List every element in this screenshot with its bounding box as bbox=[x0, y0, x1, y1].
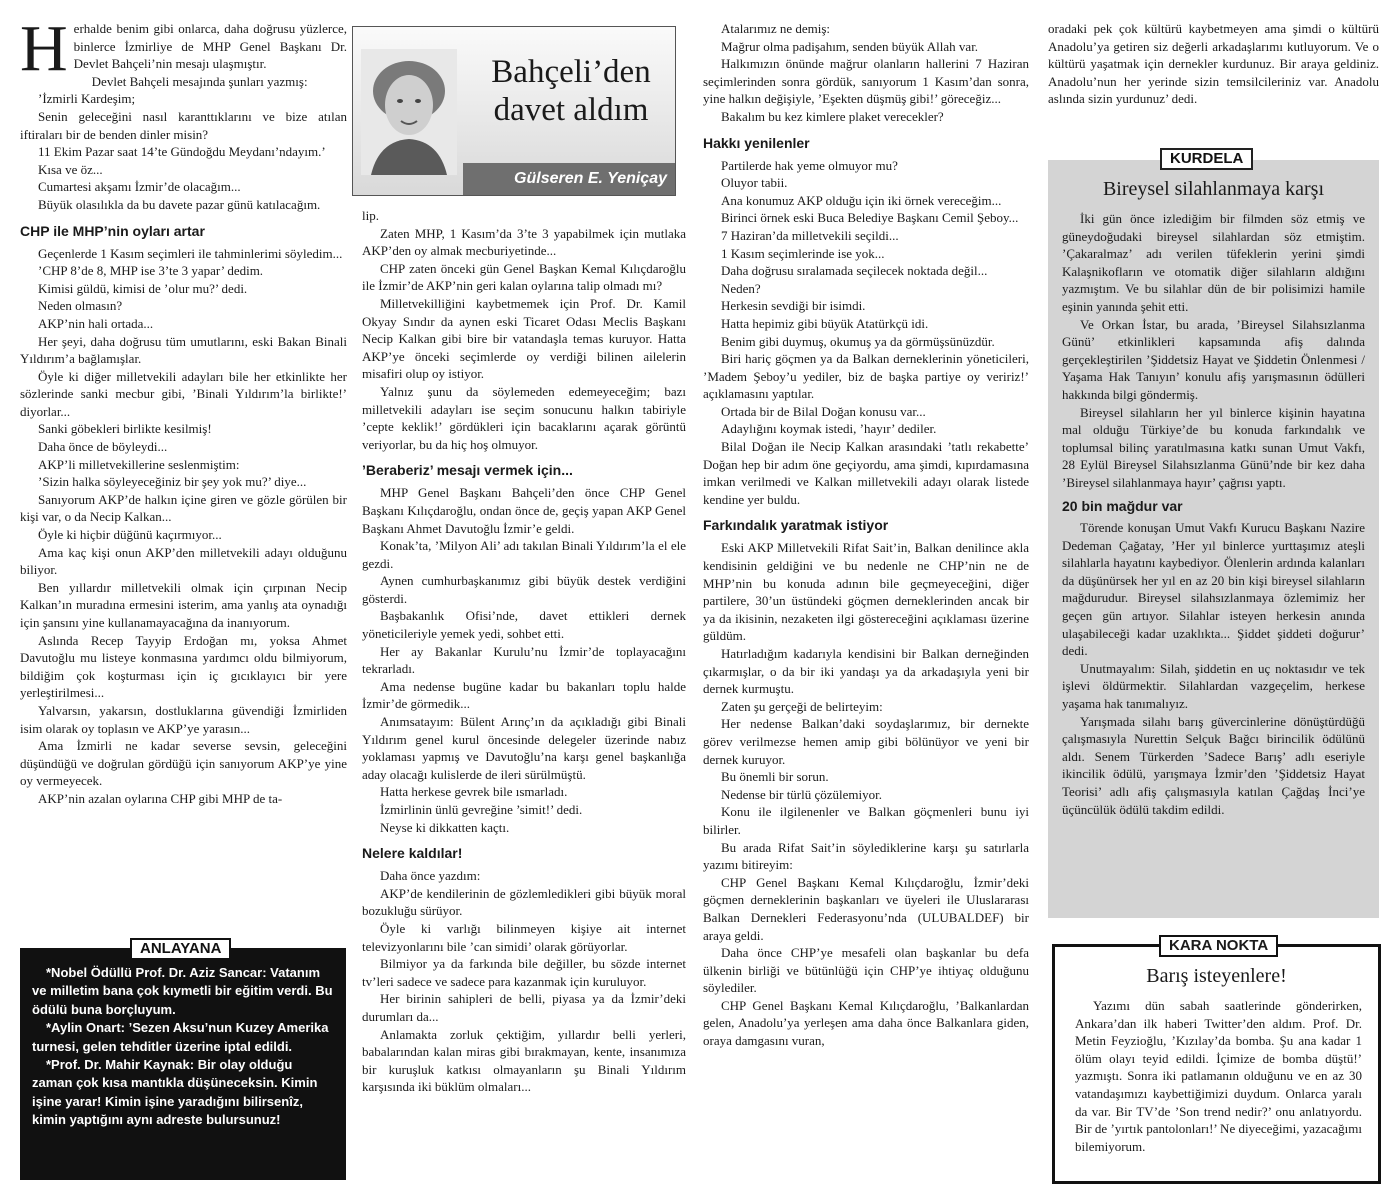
subheading: ’Beraberiz’ mesajı vermek için... bbox=[362, 462, 573, 479]
paragraph: Herkesin sevdiği bir isimdi. bbox=[721, 298, 866, 314]
paragraph: Aynen cumhurbaşkanımız gibi büyük destek verdiğini gösterdi. bbox=[362, 573, 686, 606]
paragraph: 1 Kasım seçimlerinde ise yok... bbox=[721, 245, 885, 261]
subheading: Hakkı yenilenler bbox=[703, 134, 810, 151]
article-header bbox=[352, 26, 676, 196]
paragraph: Adaylığını koymak istedi, ’hayır’ dediler. bbox=[721, 421, 937, 437]
column-2 bbox=[362, 207, 686, 1096]
kurdela-box bbox=[1048, 150, 1379, 918]
paragraph: Sanıyorum AKP’de halkın içine giren ve gözle görülen bir kişi var, o da Necip Kalkan... bbox=[20, 491, 347, 525]
kara-nokta-tag: KARA NOKTA bbox=[1159, 935, 1278, 957]
paragraph: Hatırladığım kadarıyla kendisini bir Balkan derneğinden çıkarmışlar, o da bir iki yandaşı ya da arkadaşıyla yeni bir dernek kurmuştu. bbox=[703, 646, 1029, 697]
paragraph: Anımsatayım: Bülent Arınç’ın da açıkladığı gibi Binali Yıldırım genel kurul öncesinde delegeler üzerinde nabız yoklaması yapmış ve Davutoğlu’na karşı genel başkanlığa aday olacağı kulislerde de ileri sürülmüştü. bbox=[362, 714, 686, 782]
paragraph: Oluyor tabii. bbox=[721, 175, 788, 191]
paragraph: Kısa ve öz... bbox=[38, 161, 103, 177]
paragraph: Senin geleceğini nasıl karanttıklarını ve bize atılan iftiraları bir de benden dinler misin? bbox=[20, 108, 347, 142]
paragraph: Ortada bir de Bilal Doğan konusu var... bbox=[721, 403, 926, 419]
subheading: Nelere kaldılar! bbox=[362, 845, 463, 862]
paragraph: Mağrur olma padişahım, senden büyük Allah var. bbox=[721, 38, 979, 54]
paragraph: Ama İzmirli ne kadar severse sevsin, geleceğini düşündüğü ve doğrulan gördüğü için sanıyorum AKP’ye yine oy vermeyecek. bbox=[20, 738, 347, 789]
paragraph: Başbakanlık Ofisi’nde, davet ettikleri dernek yöneticileriyle yemek yedi, sohbet etti. bbox=[362, 608, 686, 642]
paragraph: Bireysel silahların her yıl binlerce kişinin hayatına mal olduğu Türkiye’de bu konuda farkındalık ve toplumsal bilinç yaratılmasına katkı sunan Umut Vakfı, 28 Eylül Bireysel Silahsızlanma Günü’nde bir kez daha ’Bireysel silahlanmaya hayır’ çağrısı yaptı. bbox=[1062, 404, 1365, 490]
paragraph: Her şeyi, daha doğrusu tüm umutlarını, eski Bakan Binali Yıldırım’a bağlamışlar. bbox=[20, 333, 347, 367]
column-1 bbox=[20, 12, 347, 808]
paragraph: Bilal Doğan ile Necip Kalkan arasındaki ’tatlı rekabette’ Doğan hep bir adım öne geçiyordu, ama şimdi, kıpırdamasına imkan verilmedi ve Kalkan milletvekili adayı olarak listede kendine yer buldu. bbox=[703, 439, 1029, 507]
paragraph: İzmirlinin ünlü gevreğine ’simit!’ dedi. bbox=[380, 802, 583, 817]
anlayana-tag: ANLAYANA bbox=[130, 938, 231, 960]
quote: *Prof. Dr. Mahir Kaynak: Bir olay olduğu zaman çok kısa mantıkla düşüneceksin. Kimin işine yarar! Kimin işine yaradığını bilirsenîz, kimin yaptığını aynı adreste bulursunuz! bbox=[32, 1057, 318, 1128]
paragraph: Bu arada Rifat Sait’in söylediklerine karşı şu satırlarla yazımı bitireyim: bbox=[703, 839, 1029, 873]
paragraph: Bakalım bu kez kimlere plaket verecekler? bbox=[721, 108, 944, 124]
paragraph: Zaten şu gerçeği de belirteyim: bbox=[721, 698, 883, 714]
paragraph: Bu önemli bir sorun. bbox=[721, 769, 829, 785]
paragraph: Atalarımız ne demiş: bbox=[721, 21, 831, 36]
paragraph: Neden olmasın? bbox=[38, 298, 123, 314]
paragraph: Konak’ta, ’Milyon Ali’ adı takılan Binali Yıldırım’la el ele gezdi. bbox=[362, 538, 686, 571]
paragraph: Hatta hepimiz gibi büyük Atatürkçü idi. bbox=[721, 315, 929, 331]
paragraph: 7 Haziran’da milletvekili seçildi... bbox=[721, 227, 899, 243]
paragraph: ’CHP 8’de 8, MHP ise 3’te 3 yapar’ dedim. bbox=[38, 263, 264, 279]
paragraph: İki gün önce izlediğim bir filmden söz etmiş ve güneydoğudaki bireysel silahlardan söz etmiştim. ’Çakaralmaz’ adı verilen tüfeklerin yerini şimdi Kalaşnikofların ve otomatik diğer silahların aldığını yazmıştım. Ve bu silahlar dün de bir polisimizi hamile eşinin yanında şehit etti. bbox=[1062, 211, 1365, 314]
paragraph: Konu ile ilgilenenler ve Balkan göçmenleri bunu iyi bilirler. bbox=[703, 804, 1029, 837]
paragraph: 11 Ekim Pazar saat 14’te Gündoğdu Meydanı’ndayım.’ bbox=[38, 144, 326, 160]
paragraph: Neden? bbox=[721, 280, 761, 296]
paragraph: ’Sizin halka söyleyeceğiniz bir şey yok mu?’ diye... bbox=[38, 474, 307, 490]
column-3 bbox=[703, 20, 1029, 1050]
paragraph: Partilerde hak yeme olmuyor mu? bbox=[721, 157, 898, 173]
paragraph: Bilmiyor ya da farkında bile değiller, bu sözde internet tv’leri sadece ve sadece para kazanmak için kuruluyor. bbox=[362, 956, 686, 989]
paragraph: AKP’nin azalan oylarına CHP gibi MHP de ta- bbox=[38, 790, 283, 806]
paragraph: Öyle ki diğer milletvekili adayları bile her etkinlikte her sözlerinde sanki mecbur gibi, ’Binali Yıldırım’la birlikte!’ diyorlar... bbox=[20, 368, 347, 419]
paragraph: Sanki göbekleri birlikte kesilmiş! bbox=[38, 421, 212, 437]
paragraph: Nedense bir türlü çözülemiyor. bbox=[721, 786, 883, 802]
subheading: Farkındalık yaratmak istiyor bbox=[703, 517, 889, 534]
drop-cap: H bbox=[20, 12, 68, 85]
paragraph: Ben yıllardır milletvekili olmak için çırpınan Necip Kalkan’ın muradına ermesini isterim, ama yanlış ata oynadığı için şansını yine kullanamayacağına da inanıyorum. bbox=[20, 579, 347, 630]
paragraph: Her nedense Balkan’daki soydaşlarımız, bir dernekte görev verilmezse hemen amip gibi bölünüyor ve yeni bir dernek kuruyor. bbox=[703, 716, 1029, 767]
paragraph: Halkımızın önünde mağrur olanların hallerini 7 Haziran seçimlerinden sonra gördük, sanıyorum 1 Kasım’dan sonra, yine halkın değişiyle, ’Eşekten düşmüş gibi!’ göreceğiz... bbox=[703, 56, 1029, 107]
paragraph: Yazımı dün sabah saatlerinde gönderirken, Ankara’dan ilk haberi Twitter’den aldım. Prof. Dr. Metin Feyzioğlu, ’Kızılay’da bomba. Şu ana kadar 1 ölüm olayı teyid edildi. İçimize de bomba düştü!’ yazmıştı. Sonra iki patlamanın olduğunu ve en az 30 vatandaşımızı kaybettiğimizi duydum. Onlarca yaralı da var. Bir TV’de ’Son trend nedir?’ onu anlatıyordu. Bir de ’yırtık pantolonları!’ Ne diyeceğimi, yazacağımı bilemiyorum. bbox=[1075, 998, 1362, 1154]
paragraph: Hatta herkese gevrek bile ısmarladı. bbox=[380, 784, 568, 800]
paragraph: Aslında Recep Tayyip Erdoğan mı, yoksa Ahmet Davutoğlu mu listeye konmasına yardımcı oldu bilmiyorum, bildiğim çok koşturması için iç gıcıklayıcı bir yere yerleştirilmesi... bbox=[20, 632, 347, 701]
paragraph: Devlet Bahçeli mesajında şunları yazmış: bbox=[91, 73, 308, 89]
paragraph: ’İzmirli Kardeşim; bbox=[38, 91, 136, 107]
paragraph: Biri hariç göçmen ya da Balkan derneklerinin yöneticileri, ’Madem Şeboy’u yediler, biz de başka partiye oy veririz!’ açıklamasını yaptılar. bbox=[703, 351, 1029, 402]
paragraph: Benim gibi duymuş, okumuş ya da görmüşsünüzdür. bbox=[721, 333, 995, 349]
paragraph: Eski AKP Milletvekili Rifat Sait’in, Balkan denilince akla kendisinin geldiğini ve bu nedenle ne CHP’nin ne de MHP’nin bu konuda adının bile geçmeyeceğini, diğer partilere, 30’un üstündeki göçmen derneklerinden ancak bir ya da ikisinin, nezaketen ilgi göstereceğini açıklaması üzerine güldüm. bbox=[703, 540, 1029, 644]
paragraph: Unutmayalım: Silah, şiddetin en uç noktasıdır ve tek işlevi öldürmektir. Silahlardan vazgeçelim, herkese yaşama hak tanımalıyız. bbox=[1062, 660, 1365, 712]
quote: *Aylin Onart: ’Sezen Aksu’nun Kuzey Amerika turnesi, gelen tehditler üzerine iptal edildi. bbox=[32, 1020, 329, 1054]
kurdela-title: Bireysel silahlanmaya karşı bbox=[1102, 178, 1325, 200]
kara-nokta-box bbox=[1052, 937, 1381, 1184]
paragraph: Öyle ki varlığı bilinmeyen kişiye ait internet televizyonlarını bile ’can simidi’ olarak görüyorlar. bbox=[362, 920, 686, 954]
paragraph: Neyse ki dikkatten kaçtı. bbox=[380, 819, 510, 835]
paragraph: Törende konuşan Umut Vakfı Kurucu Başkanı Nazire Dedeman Çağatay, ’Her yıl binlerce yurttaşımız ateşli silahlarla hayatını kaybediyor. Ölenlerin ardında kalanları da düşünürsek her yıl en az 20 bin kişi bireysel silahların mağdurudur. Bireysel silahsızlanmaya özlemimiz her geçen gün artıyor. Silahlar isteyen herkesin anında ulaşabileceği kadar uzaklıkta... Şiddet şiddeti doğurur’ dedi. bbox=[1062, 520, 1365, 659]
paragraph: Her birinin sahipleri de belli, piyasa ya da İzmir’deki durumları da... bbox=[362, 991, 686, 1024]
author-name: Gülseren E. Yeniçay bbox=[463, 163, 675, 195]
paragraph: Birinci örnek eski Buca Belediye Başkanı Cemil Şeboy... bbox=[721, 210, 1019, 226]
paragraph: Geçenlerde 1 Kasım seçimleri ile tahminlerimi söyledim... bbox=[38, 245, 343, 261]
paragraph: Büyük olasılıkla da bu davete pazar günü katılacağım. bbox=[38, 196, 321, 212]
paragraph: Kimisi güldü, kimisi de ’olur mu?’ dedi. bbox=[38, 280, 248, 296]
paragraph: CHP Genel Başkanı Kemal Kılıçdaroğlu, ’Balkanlardan gelen, Anadolu’ya yerleşen ama daha önce Balkanlara giden, oraya damgasını vuran, bbox=[703, 997, 1029, 1049]
subheading: CHP ile MHP’nin oyları artar bbox=[20, 222, 205, 239]
paragraph: Öyle ki hiçbir düğünü kaçırmıyor... bbox=[38, 527, 222, 543]
paragraph: Yalnız şunu da söylemeden edemeyeceğim; bazı milletvekili adayları ise seçim sonucunu halkın tabiriyle ’cepte keklik!’ gördükleri için bacaklarını açarak görüntü veriyorlar, bu da hiç hoş olmuyor. bbox=[362, 383, 686, 452]
paragraph: lip. bbox=[362, 208, 379, 223]
paragraph: oradaki pek çok kültürü kaybetmeyen ama şimdi o kültürü Anadolu’ya getiren siz değerli arkadaşlarımı kutluyorum. Ve o kültürü yaşatmak için dernekler kurdunuz. Bir araya geldiniz. Anadolu’nun her yerinde sizin temsilcileriniz var. Anadolu aslında sizin yurdunuz’ dedi. bbox=[1048, 21, 1379, 107]
kara-nokta-title: Barış isteyenlere! bbox=[1146, 965, 1287, 987]
paragraph: Ve Orkan İstar, bu arada, ’Bireysel Silahsızlanma Günü’ etkinlikleri kapsamında afiş dalında gerçekleştirilen ’Şiddetsiz Hayat ve Şiddetin Önlenmesi / Yaşama Hak Tanıyın’ konulu afiş yarışmasının ödülleri hakkında bilgi göndermiş. bbox=[1062, 316, 1365, 402]
paragraph: CHP zaten önceki gün Genel Başkan Kemal Kılıçdaroğlu ile İzmir’de AKP’nin geri kalan oylarına talip olmadı mı? bbox=[362, 260, 686, 294]
paragraph: MHP Genel Başkanı Bahçeli’den önce CHP Genel Başkanı Kılıçdaroğlu, ondan önce de, geçiş yapan AKP Genel Başkanı Ahmet Davutoğlu İzmir’e geldi. bbox=[362, 485, 686, 536]
paragraph: Ama kaç kişi onun AKP’den milletvekili adayı olduğunu biliyor. bbox=[20, 544, 347, 578]
subheading: 20 bin mağdur var bbox=[1062, 497, 1183, 514]
paragraph: Yalvarsın, yakarsın, dostluklarına güvendiği İzmirliden isim olarak oy toplasın ve AKP’ye yarasın... bbox=[20, 702, 347, 736]
paragraph: AKP’li milletvekillerine seslenmiştim: bbox=[38, 456, 240, 472]
paragraph: Her ay Bakanlar Kurulu’nu İzmir’de toplayacağını tekrarladı. bbox=[362, 643, 686, 677]
paragraph: CHP Genel Başkanı Kemal Kılıçdaroğlu, İzmir’deki göçmen derneklerinin başkanları ve üyeleri ile Uluslararası Balkan Dernekleri Federasyonu’nda (ULUBALDEF) bir araya geldi. bbox=[703, 874, 1029, 943]
lead-paragraph: Herhalde benim gibi onlarca, daha doğrusu yüzlerce, binlerce İzmirliye de MHP Genel Başkanı Dr. Devlet Bahçeli’nin mesajı ulaşmıştır. bbox=[20, 12, 347, 85]
column-4 bbox=[1048, 20, 1379, 108]
paragraph: Yarışmada silahı barış güvercinlerine dönüştürdüğü çalışmasıyla Nurettin Selçuk Bağcı birincilik ödülünü aldı. Senem Türkerden ’Sadece Barış’ adlı eseriyle ikincilik ödülü, yarışmaya İzmir’den ’Şiddetsiz Hayat Teorisi’ adlı afiş çalışmasıyla katılan Çağdaş İnci’ye üçüncülük ödülü takdim edildi. bbox=[1062, 713, 1365, 817]
paragraph: Daha doğrusu sıralamada seçilecek noktada değil... bbox=[721, 263, 988, 279]
paragraph: AKP’nin hali ortada... bbox=[38, 315, 154, 331]
headline: Bahçeli’den davet aldım bbox=[491, 54, 651, 128]
paragraph: Cumartesi akşamı İzmir’de olacağım... bbox=[38, 179, 241, 195]
paragraph: Ana konumuz AKP olduğu için iki örnek vereceğim... bbox=[721, 192, 1002, 208]
paragraph: Milletvekilliğini kaybetmemek için Prof. Dr. Kamil Okyay Sındır da aynen eski Ticaret Odası Meclis Başkanı Necip Kalkan gibi bire bir vatandaşla temas kuruyor. Hatta AKP’ye önceki seçimlerde oy verdiği bilinen ailelerin misafiri olup oy istiyor. bbox=[362, 295, 686, 382]
anlayana-box bbox=[20, 940, 346, 1180]
paragraph: Daha önce yazdım: bbox=[380, 868, 481, 884]
author-photo bbox=[361, 49, 457, 175]
paragraph: AKP’de kendilerinin de gözlemledikleri gibi büyük moral bozukluğu sürüyor. bbox=[362, 885, 686, 919]
paragraph: Daha önce de böyleydi... bbox=[38, 439, 168, 455]
paragraph: Daha önce CHP’ye mesafeli olan başkanlar bu defa ülkenin birliği ve bütünlüğü için CHP’ye ihtiyaç olduğunu söylediler. bbox=[703, 945, 1029, 996]
paragraph: Zaten MHP, 1 Kasım’da 3’te 3 yapabilmek için mutlaka AKP’den oy almak mecburiyetinde... bbox=[362, 225, 686, 259]
quote: *Nobel Ödüllü Prof. Dr. Aziz Sancar: Vatanım ve milletim bana çok kıymetli bir eğitim verdi. Bu ödülü buna borçluyum. bbox=[32, 965, 333, 1017]
paragraph: Anlamakta zorluk çektiğim, yıllardır belli yerleri, babalarından kalan miras gibi bırakmayan, kente, insanımıza bir kuruşluk katkısı olmayanların şu Binali Yıldırım karşısında iki büklüm olmaları... bbox=[362, 1026, 686, 1095]
paragraph: Ama nedense bugüne kadar bu bakanları toplu halde İzmir’de görmedik... bbox=[362, 678, 686, 712]
kurdela-tag: KURDELA bbox=[1160, 148, 1253, 170]
